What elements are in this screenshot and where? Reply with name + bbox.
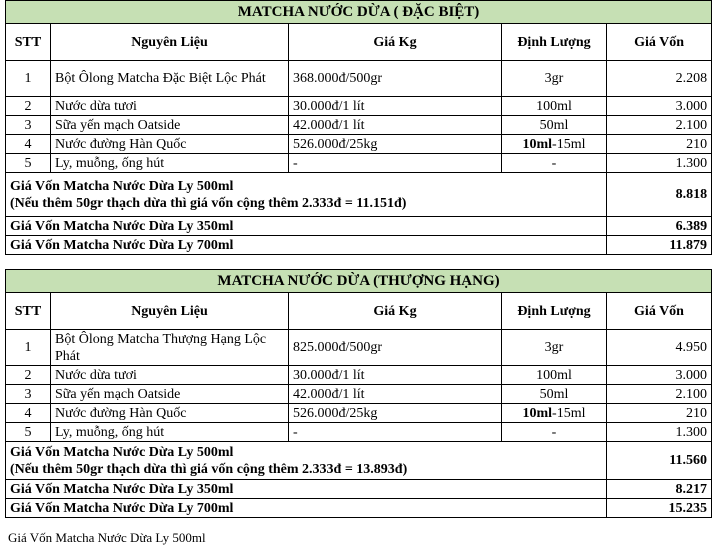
cost-table-dac-biet <box>5 0 712 255</box>
table-row <box>6 366 712 385</box>
row-price: 30.000đ/1 lít <box>289 97 502 116</box>
summary-note: (Nếu thêm 50gr thạch dừa thì giá vốn cộng thêm 2.333đ = 11.151đ) <box>10 195 407 211</box>
row-ingredient: Nước đường Hàn Quốc <box>51 404 289 423</box>
row-cost: 3.000 <box>607 366 712 385</box>
row-cost: 1.300 <box>607 154 712 173</box>
row-stt: 1 <box>6 61 51 97</box>
row-cost: 1.300 <box>607 423 712 442</box>
summary-label: Giá Vốn Matcha Nước Dừa Ly 700ml <box>6 236 607 255</box>
header-ingredient: Nguyên Liệu <box>51 293 289 330</box>
row-stt: 5 <box>6 154 51 173</box>
row-price: 368.000đ/500gr <box>289 61 502 97</box>
summary-value: 11.560 <box>607 442 712 480</box>
summary-note: (Nếu thêm 50gr thạch dừa thì giá vốn cộng thêm 2.333đ = 13.893đ) <box>10 461 408 477</box>
row-quantity: 50ml <box>502 385 607 404</box>
row-quantity: 100ml <box>502 97 607 116</box>
summary-row-350ml <box>6 480 712 499</box>
header-cost: Giá Vốn <box>607 293 712 330</box>
row-price: 526.000đ/25kg <box>289 135 502 154</box>
row-quantity: 10ml-15ml <box>502 404 607 423</box>
row-cost: 210 <box>607 404 712 423</box>
summary-value: 11.879 <box>607 236 712 255</box>
summary-row-500ml <box>6 173 712 217</box>
row-price: 42.000đ/1 lít <box>289 385 502 404</box>
table-row <box>6 116 712 135</box>
summary-value: 8.217 <box>607 480 712 499</box>
row-quantity: - <box>502 154 607 173</box>
table-row <box>6 423 712 442</box>
summary-row-350ml <box>6 217 712 236</box>
summary-value: 15.235 <box>607 499 712 518</box>
summary-label: Giá Vốn Matcha Nước Dừa Ly 500ml (Nếu thêm 50gr thạch dừa thì giá vốn cộng thêm 2.333đ = 13.893đ) <box>6 442 607 480</box>
row-cost: 2.100 <box>607 116 712 135</box>
header-stt: STT <box>6 293 51 330</box>
row-quantity: - <box>502 423 607 442</box>
table-row <box>6 135 712 154</box>
table-row <box>6 330 712 366</box>
row-cost: 3.000 <box>607 97 712 116</box>
table-row <box>6 61 712 97</box>
row-ingredient: Ly, muỗng, ống hút <box>51 423 289 442</box>
row-cost: 2.208 <box>607 61 712 97</box>
row-cost: 210 <box>607 135 712 154</box>
row-stt: 3 <box>6 116 51 135</box>
row-ingredient: Sữa yến mạch Oatside <box>51 116 289 135</box>
header-stt: STT <box>6 24 51 61</box>
header-price: Giá Kg <box>289 24 502 61</box>
row-price: - <box>289 423 502 442</box>
table-row <box>6 385 712 404</box>
row-stt: 2 <box>6 366 51 385</box>
header-cost: Giá Vốn <box>607 24 712 61</box>
cost-table-thuong-hang <box>5 269 712 518</box>
row-ingredient: Nước đường Hàn Quốc <box>51 135 289 154</box>
row-quantity: 3gr <box>502 330 607 366</box>
row-price: 825.000đ/500gr <box>289 330 502 366</box>
table-row <box>6 97 712 116</box>
row-ingredient: Bột Ôlong Matcha Thượng Hạng Lộc Phát <box>51 330 289 366</box>
row-quantity: 50ml <box>502 116 607 135</box>
header-quantity: Định Lượng <box>502 293 607 330</box>
summary-value: 6.389 <box>607 217 712 236</box>
row-stt: 3 <box>6 385 51 404</box>
cut-off-row-text: Giá Vốn Matcha Nước Dừa Ly 500ml <box>8 530 206 545</box>
summary-row-700ml <box>6 499 712 518</box>
row-ingredient: Bột Ôlong Matcha Đặc Biệt Lộc Phát <box>51 61 289 97</box>
summary-value: 8.818 <box>607 173 712 217</box>
row-cost: 4.950 <box>607 330 712 366</box>
row-quantity: 3gr <box>502 61 607 97</box>
row-quantity: 100ml <box>502 366 607 385</box>
row-stt: 4 <box>6 404 51 423</box>
row-stt: 2 <box>6 97 51 116</box>
row-price: 42.000đ/1 lít <box>289 116 502 135</box>
row-ingredient: Sữa yến mạch Oatside <box>51 385 289 404</box>
row-price: 526.000đ/25kg <box>289 404 502 423</box>
row-ingredient: Nước dừa tươi <box>51 97 289 116</box>
section-title: MATCHA NƯỚC DỪA (THƯỢNG HẠNG) <box>6 270 712 293</box>
row-price: 30.000đ/1 lít <box>289 366 502 385</box>
summary-label: Giá Vốn Matcha Nước Dừa Ly 350ml <box>6 217 607 236</box>
header-quantity: Định Lượng <box>502 24 607 61</box>
row-stt: 5 <box>6 423 51 442</box>
summary-row-700ml <box>6 236 712 255</box>
row-ingredient: Ly, muỗng, ống hút <box>51 154 289 173</box>
row-cost: 2.100 <box>607 385 712 404</box>
header-price: Giá Kg <box>289 293 502 330</box>
row-price: - <box>289 154 502 173</box>
table-row <box>6 154 712 173</box>
section-title: MATCHA NƯỚC DỪA ( ĐẶC BIỆT) <box>6 1 712 24</box>
row-stt: 1 <box>6 330 51 366</box>
header-ingredient: Nguyên Liệu <box>51 24 289 61</box>
table-row <box>6 404 712 423</box>
summary-label: Giá Vốn Matcha Nước Dừa Ly 500ml (Nếu thêm 50gr thạch dừa thì giá vốn cộng thêm 2.333đ = 11.151đ) <box>6 173 607 217</box>
row-quantity: 10ml-15ml <box>502 135 607 154</box>
row-stt: 4 <box>6 135 51 154</box>
row-ingredient: Nước dừa tươi <box>51 366 289 385</box>
summary-label: Giá Vốn Matcha Nước Dừa Ly 350ml <box>6 480 607 499</box>
summary-label: Giá Vốn Matcha Nước Dừa Ly 700ml <box>6 499 607 518</box>
summary-row-500ml <box>6 442 712 480</box>
